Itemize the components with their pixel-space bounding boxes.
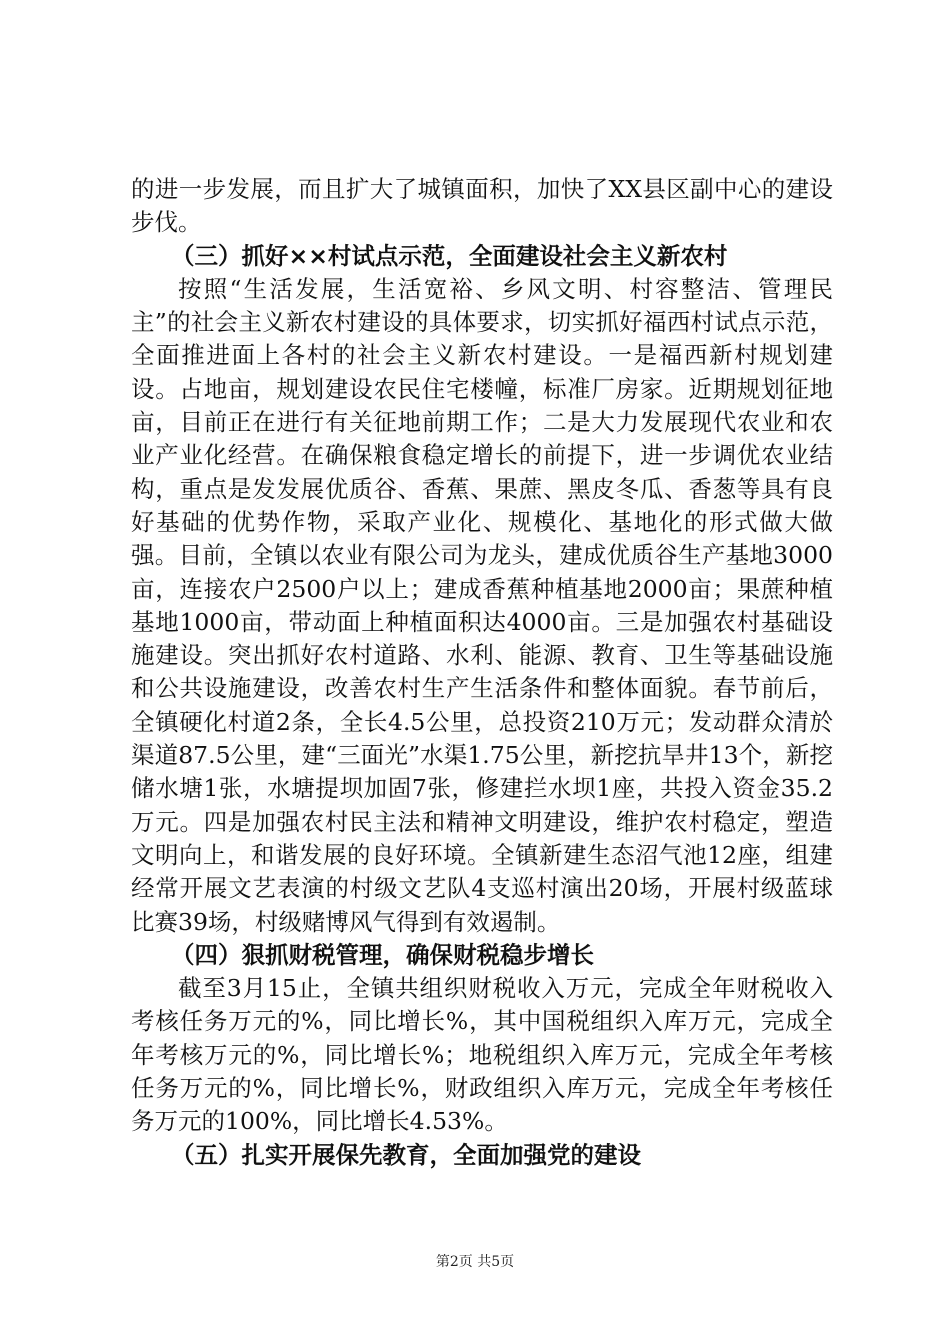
document-body bbox=[131, 173, 833, 1172]
section-heading-5: （五）扎实开展保先教育，全面加强党的建设 bbox=[171, 1140, 641, 1169]
page-footer: 第2页 共5页 bbox=[435, 1254, 515, 1270]
paragraph-finance-tax: 截至3月15止，全镇共组织财税收入万元，完成全年财税收入考核任务万元的%，同比增长%，其中国税组织入库万元，完成全年考核万元的%，同比增长%；地税组织入库万元，完成全年考核任务万元的%，同比增长%，财政组织入库万元，完成全年考核任务万元的100%，同比增长4.53%。 bbox=[131, 974, 833, 1136]
paragraph-new-countryside: 按照“生活发展，生活宽裕、乡风文明、村容整洁、管理民主”的社会主义新农村建设的具体要求，切实抓好福西村试点示范，全面推进面上各村的社会主义新农村建设。一是福西新村规划建设。占地亩，规划建设农民住宅楼幢，标准厂房家。近期规划征地亩，目前正在进行有关征地前期工作；二是大力发展现代农业和农业产业化经营。在确保粮食稳定增长的前提下，进一步调优农业结构，重点是发发展优质谷、香蕉、果蔗、黑皮冬瓜、香葱等具有良好基础的优势作物，采取产业化、规模化、基地化的形式做大做强。目前，全镇以农业有限公司为龙头，建成优质谷生产基地3000亩，连接农户2500户以上；建成香蕉种植基地2000亩；果蔗种植基地1000亩，带动面上种植面积达4000亩。三是加强农村基础设施建设。突出抓好农村道路、水利、能源、教育、卫生等基础设施和公共设施建设，改善农村生产生活条件和整体面貌。春节前后，全镇硬化村道2条，全长4.5公里，总投资210万元；发动群众清於渠道87.5公里，建“三面光”水渠1.75公里，新挖抗旱井13个，新挖储水塘1张，水塘提坝加固7张，修建拦水坝1座，共投入资金35.2万元。四是加强农村民主法和精神文明建设，维护农村稳定，塑造文明向上，和谐发展的良好环境。全镇新建生态沼气池12座，组建经常开展文艺表演的村级文艺队4支巡村演出20场，开展村级蓝球比赛39场，村级赌博风气得到有效遏制。 bbox=[131, 274, 833, 936]
section-heading-3: （三）抓好××村试点示范，全面建设社会主义新农村 bbox=[171, 241, 728, 270]
section-heading-4: （四）狠抓财税管理，确保财税稳步增长 bbox=[171, 940, 594, 969]
paragraph-continuation: 的进一步发展，而且扩大了城镇面积，加快了XX县区副中心的建设步伐。 bbox=[131, 175, 833, 237]
